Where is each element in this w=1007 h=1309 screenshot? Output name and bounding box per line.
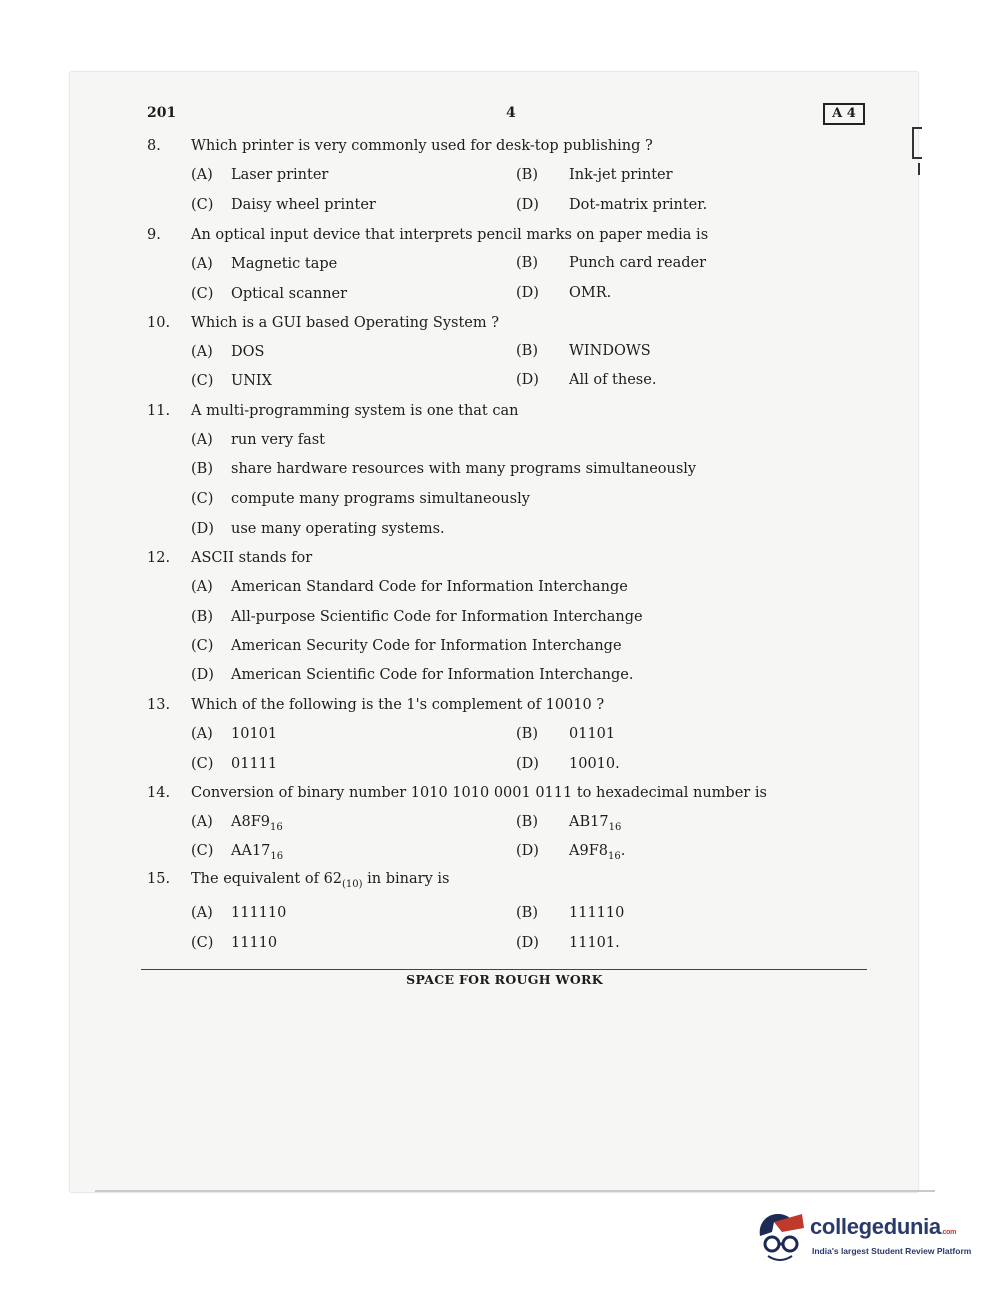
option-text: OMR. [569,285,612,301]
option-label: (B) [191,461,213,477]
option-text: DOS [231,344,265,360]
option-label: (C) [191,286,214,302]
option-label: (B) [516,726,538,742]
option-text: Daisy wheel printer [231,197,376,213]
option-a [191,166,328,184]
option-text: Optical scanner [231,286,348,302]
option-text: 01111 [231,756,278,772]
question-number: 15. [147,871,171,887]
option-a [191,904,286,922]
option-text: Magnetic tape [231,256,338,272]
question-number: 13. [147,697,171,713]
option-label: (B) [516,343,538,359]
option-text: share hardware resources with many programs simultaneously [231,461,697,477]
option-text: 10101 [231,726,278,742]
option-text: 111110 [231,905,287,921]
option-text: Ink-jet printer [569,167,673,183]
question-text-end: in binary is [362,871,450,887]
question-number: 11. [147,403,171,419]
brand-name-text: collegedunia [810,1214,941,1239]
question-text: Which of the following is the 1's complement of 10010 ? [191,697,605,713]
option-b [516,725,615,743]
option-text: American Standard Code for Information Interchange [231,579,628,595]
option-d [516,755,620,773]
option-label: (A) [191,167,213,183]
scan-edge-mark [912,127,922,159]
option-text: All of these. [569,372,657,388]
option-text: 111110 [569,905,625,921]
option-b [191,608,643,626]
scan-edge-mark [918,163,920,175]
brand-tagline: India's largest Student Review Platform [812,1246,972,1256]
question-number: 10. [147,315,171,331]
option-c [191,637,622,655]
option-text: compute many programs simultaneously [231,491,530,507]
option-d [516,371,656,389]
option-label: (D) [191,521,214,537]
option-text: All-purpose Scientific Code for Information Interchange [231,609,643,625]
option-label: (C) [191,756,214,772]
option-c [191,490,530,508]
question-text [191,870,449,894]
option-label: (D) [516,935,539,951]
option-d [516,284,611,302]
set-code-box: A 4 [823,103,865,125]
question-text: Which is a GUI based Operating System ? [191,315,499,331]
option-label: (C) [191,373,214,389]
question-text: Conversion of binary number 1010 1010 0001 0111 to hexadecimal number is [191,785,767,801]
option-subscript: 16 [608,821,622,833]
option-label: (B) [516,814,538,830]
option-label: (B) [516,255,538,271]
option-label: (A) [191,814,213,830]
option-label: (C) [191,843,214,859]
option-label: (D) [191,667,214,683]
option-b [516,904,624,922]
option-text: Punch card reader [569,255,707,271]
option-label: (C) [191,197,214,213]
option-label: (D) [516,756,539,772]
option-text: 11110 [231,935,278,951]
page-number: 4 [506,105,516,121]
option-label: (A) [191,579,213,595]
option-label: (A) [191,256,213,272]
option-c [191,196,376,214]
option-label: (D) [516,843,539,859]
option-b [516,342,651,360]
question-text: An optical input device that interprets pencil marks on paper media is [191,227,709,243]
option-text: AB17 [569,814,609,830]
question-number: 12. [147,550,171,566]
option-label: (D) [516,285,539,301]
option-d [191,666,633,684]
question-number: 9. [147,227,161,243]
option-text: 01101 [569,726,616,742]
option-text: 11101. [569,935,620,951]
option-subscript: 16 [270,850,284,862]
question-text: ASCII stands for [191,550,313,566]
option-d [516,196,707,214]
option-a [191,431,325,449]
collegedunia-watermark [752,1206,992,1266]
option-text: WINDOWS [569,343,651,359]
option-text: Dot-matrix printer. [569,197,708,213]
option-text: A9F8 [569,843,608,859]
option-text: 10010. [569,756,620,772]
option-d [516,842,625,866]
option-text: UNIX [231,373,272,389]
option-a [191,343,264,361]
question-number: 8. [147,138,161,154]
option-label: (C) [191,638,214,654]
collegedunia-logo-icon [752,1206,808,1266]
option-a [191,725,277,743]
option-text: use many operating systems. [231,521,445,537]
option-label: (D) [516,372,539,388]
option-label: (C) [191,491,214,507]
option-text: Laser printer [231,167,329,183]
option-text: A8F9 [231,814,270,830]
option-text: American Security Code for Information Interchange [231,638,622,654]
option-label: (A) [191,432,213,448]
option-d [516,934,620,952]
option-b [516,813,621,837]
option-b [516,254,706,272]
option-d [191,520,445,538]
option-a [191,578,628,596]
option-subscript: 16 [607,850,621,862]
brand-name [810,1214,956,1240]
option-c [191,842,283,866]
question-subscript: (10) [342,878,363,890]
option-c [191,285,347,303]
rough-work-text: SPACE FOR ROUGH WORK [406,972,603,987]
question-text: A multi-programming system is one that can [191,403,519,419]
question-number: 14. [147,785,171,801]
paper-edge-line [95,1190,935,1192]
option-label: (B) [516,905,538,921]
option-subscript: 16 [269,821,283,833]
option-c [191,372,272,390]
option-b [516,166,673,184]
option-a [191,813,283,837]
option-c [191,934,277,952]
option-label: (B) [191,609,213,625]
option-text: run very fast [231,432,326,448]
option-label: (A) [191,726,213,742]
option-text: AA17 [231,843,271,859]
option-label: (A) [191,905,213,921]
option-c [191,755,277,773]
rough-work-label [0,972,1007,987]
option-label: (A) [191,344,213,360]
question-text: Which printer is very commonly used for desk-top publishing ? [191,138,653,154]
option-a [191,255,337,273]
option-label: (B) [516,167,538,183]
brand-suffix: .com [940,1229,957,1236]
page-header [0,105,1007,127]
option-label: (D) [516,197,539,213]
option-tail: . [620,843,626,859]
question-text-start: The equivalent of 62 [191,871,343,887]
rough-work-divider [141,969,867,970]
option-b [191,460,696,478]
option-label: (C) [191,935,214,951]
option-text: American Scientific Code for Information Interchange. [231,667,634,683]
paper-code: 201 [147,105,177,121]
